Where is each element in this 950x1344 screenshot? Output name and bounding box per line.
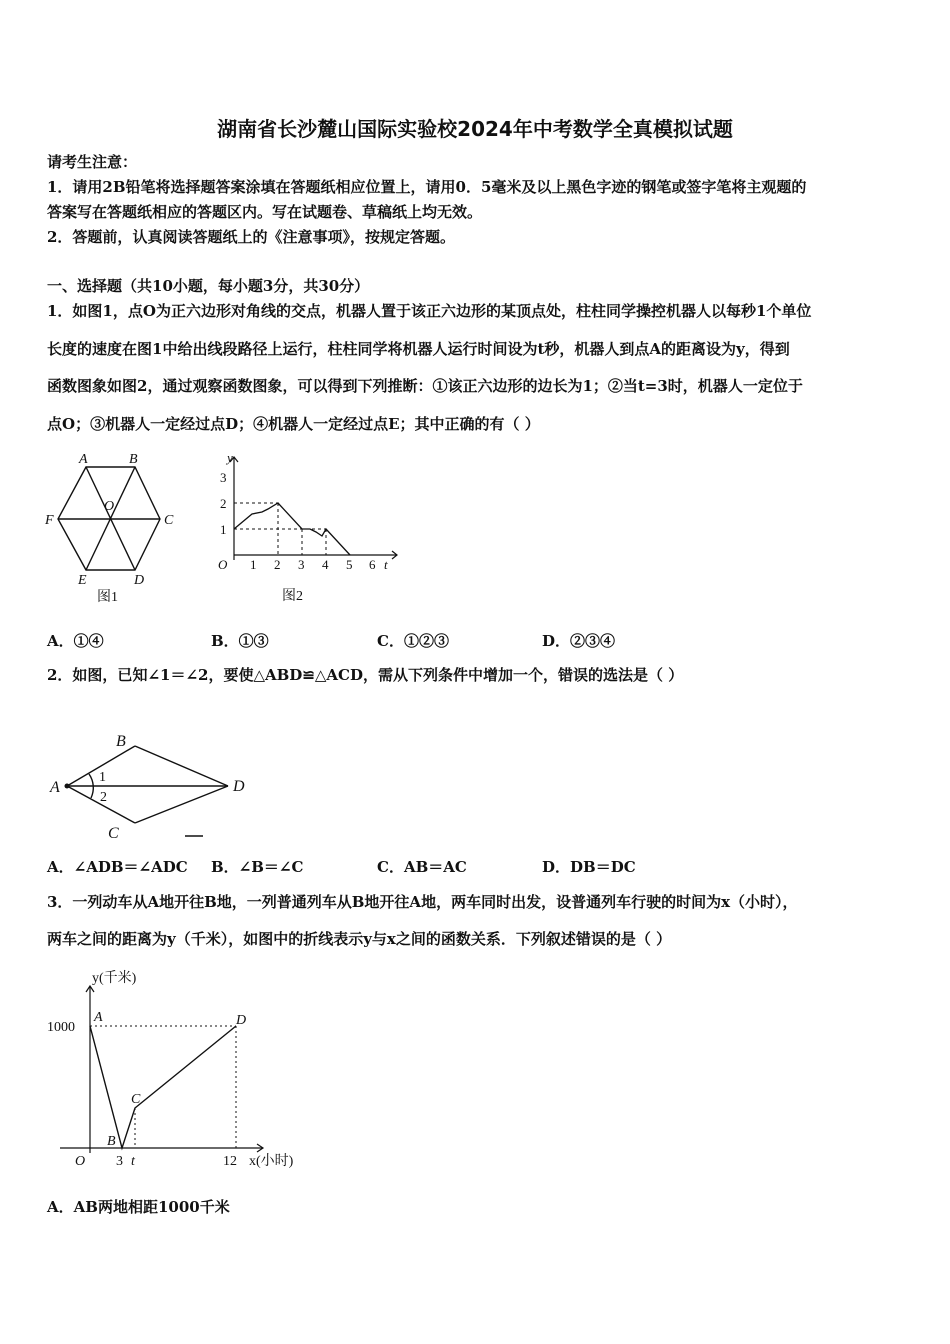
graph-xtick: 6 [369, 557, 376, 572]
q3-option-a[interactable]: A．AB两地相距1000千米 [47, 1198, 230, 1216]
notice-line1b: 答案写在答题纸相应的答题区内。写在试题卷、草稿纸上均无效。 [47, 203, 483, 221]
graph-xtick: 4 [322, 557, 329, 572]
kite-label-b: B [116, 733, 126, 750]
q2-option-d[interactable]: D．DB＝DC [542, 858, 636, 876]
graph-xtick: 1 [250, 557, 257, 572]
q3-y-tick-1000: 1000 [47, 1020, 75, 1035]
q1-line4: 点O；③机器人一定经过点D；④机器人一定经过点E；其中正确的有（ ） [47, 415, 540, 433]
graph-xtick: 3 [298, 557, 305, 572]
q2-option-c[interactable]: C．AB＝AC [377, 858, 467, 876]
q3-x-tick-3: 3 [116, 1154, 123, 1169]
hex-label-c: C [164, 513, 174, 528]
hex-label-e: E [78, 573, 87, 588]
notice-line1: 1．请用2B铅笔将选择题答案涂填在答题纸相应位置上，请用0．5毫米及以上黑色字迹的钢笔或签字笔将主观题的 [47, 178, 807, 196]
q1-option-b[interactable]: B．①③ [211, 632, 269, 650]
graph-xtick: 2 [274, 557, 281, 572]
hex-label-o: O [104, 499, 115, 514]
figure1-caption: 图1 [97, 590, 118, 605]
q2-option-a[interactable]: A．∠ADB＝∠ADC [47, 858, 188, 876]
q1-line3: 函数图象如图2，通过观察函数图象，可以得到下列推断：①该正六边形的边长为1；②当t=3时，机器人一定位于 [47, 377, 803, 395]
angle-1-label: 1 [99, 770, 106, 785]
q2-figure-kite [45, 728, 265, 843]
hex-label-f: F [45, 513, 54, 528]
page-title: 湖南省长沙麓山国际实验校2024年中考数学全真模拟试题 [217, 117, 733, 141]
q3-x-axis-label: x(小时) [249, 1154, 294, 1169]
q2-option-b[interactable]: B．∠B＝∠C [211, 858, 304, 876]
q3-x-tick-t: t [131, 1154, 135, 1169]
q3-origin: O [75, 1154, 86, 1169]
q3-point-d: D [236, 1013, 247, 1028]
q2-stem: 2．如图，已知∠1＝∠2，要使△ABD≌△ACD，需从下列条件中增加一个，错误的选法是（ ） [47, 666, 684, 684]
notice-heading: 请考生注意： [47, 153, 138, 171]
q1-option-a[interactable]: A．①④ [47, 632, 104, 650]
q1-option-d[interactable]: D．②③④ [542, 632, 616, 650]
graph-ytick: 2 [220, 496, 227, 511]
q1-figure1-hexagon [40, 452, 190, 612]
section-heading: 一、选择题（共10小题，每小题3分，共30分） [47, 277, 370, 295]
graph-t-label: t [384, 557, 388, 572]
q1-figure2-graph [212, 452, 402, 612]
hex-label-b: B [129, 452, 138, 467]
graph-ytick: 1 [220, 522, 227, 537]
angle-2-label: 2 [100, 790, 107, 805]
kite-label-d: D [233, 778, 245, 795]
hex-label-d: D [134, 573, 145, 588]
q3-line1: 3．一列动车从A地开往B地，一列普通列车从B地开往A地，两车同时出发，设普通列车行驶的时间为x（小时）， [47, 893, 798, 911]
q1-line1: 1．如图1，点O为正六边形对角线的交点，机器人置于该正六边形的某顶点处，柱柱同学操控机器人以每秒1个单位 [47, 302, 812, 320]
graph-xtick: 5 [346, 557, 353, 572]
notice-line2: 2．答题前，认真阅读答题纸上的《注意事项》，按规定答题。 [47, 228, 455, 246]
q3-point-c: C [131, 1092, 141, 1107]
kite-label-a: A [50, 779, 60, 796]
q3-figure-graph [45, 968, 315, 1178]
q3-line2: 两车之间的距离为y（千米），如图中的折线表示y与x之间的函数关系．下列叙述错误的是（ ） [47, 930, 672, 948]
q3-x-tick-12: 12 [223, 1154, 237, 1169]
q1-option-c[interactable]: C．①②③ [377, 632, 449, 650]
q3-point-a: A [94, 1010, 103, 1025]
graph-origin: O [218, 557, 228, 572]
q1-line2: 长度的速度在图1中给出线段路径上运行，柱柱同学将机器人运行时间设为t秒，机器人到点A的距离设为y，得到 [47, 340, 790, 358]
figure2-caption: 图2 [282, 589, 303, 604]
q3-point-b: B [107, 1134, 116, 1149]
graph-ytick: 3 [220, 470, 227, 485]
kite-label-c: C [108, 825, 119, 842]
graph-y-label: y [227, 450, 233, 465]
hex-label-a: A [79, 452, 88, 467]
q3-y-axis-label: y(千米) [92, 971, 137, 986]
